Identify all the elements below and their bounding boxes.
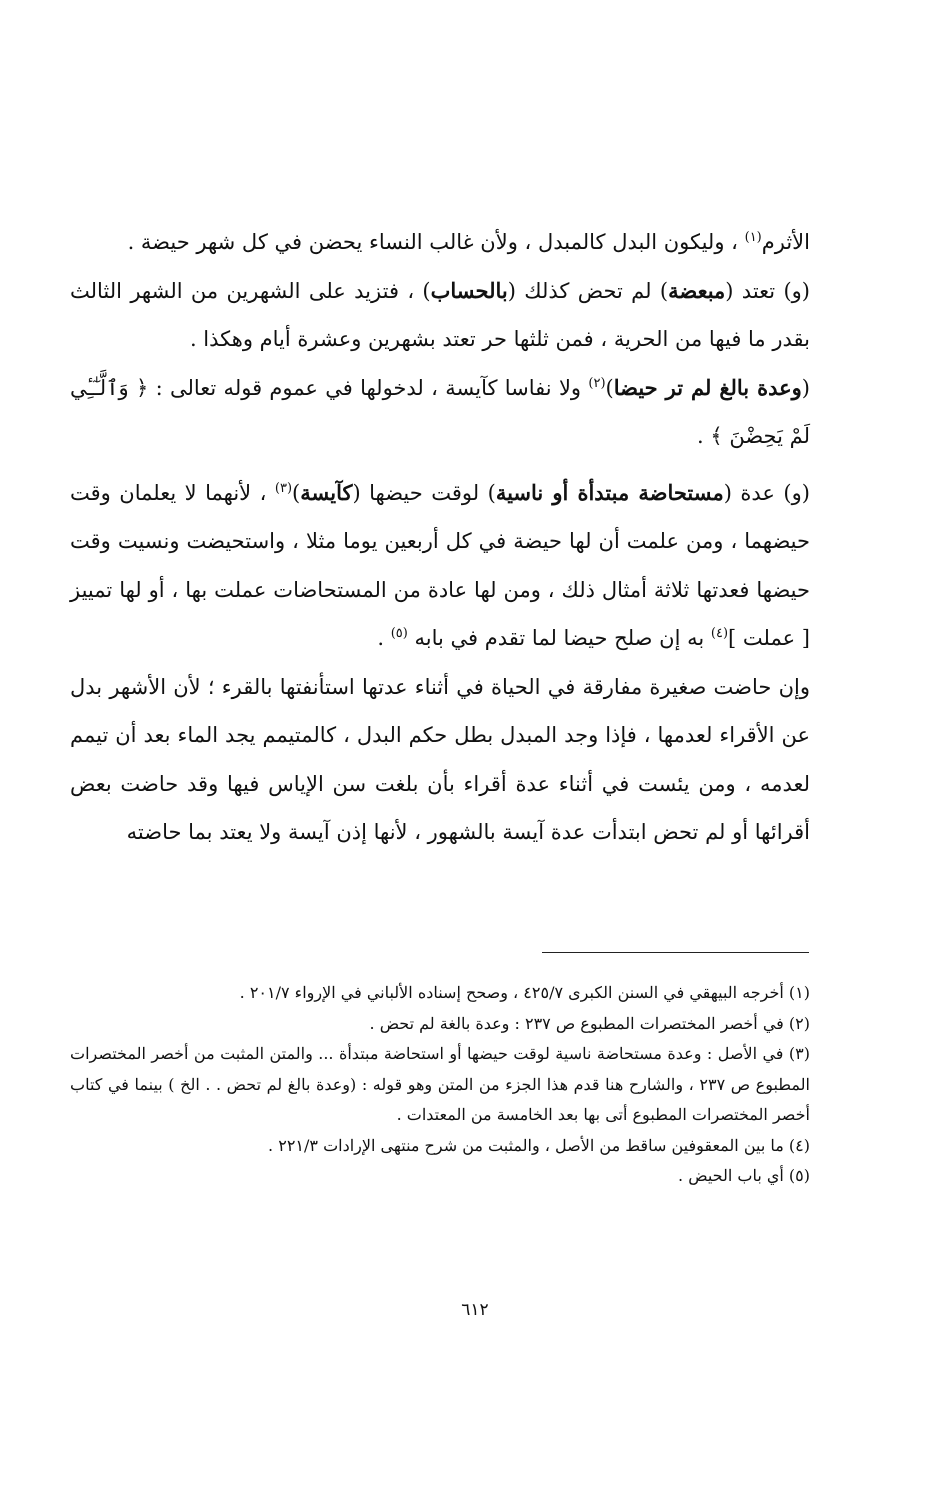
text-run: (و) عدة ( (723, 480, 810, 505)
text-run: ، لأنهما لا يعلمان وقت حيضهما ، ومن علمت أن لها حيضة في كل أربعين يوما مثلا ، واستحيضت ونسيت وقت حيضها فعدتها ثلاثة أمثال ذلك ، ومن لها عادة من المستحاضات عملت بها ، أو لها تمييز [ عملت ] (70, 480, 810, 650)
matn-term: مستحاضة مبتدأة أو ناسية (495, 479, 724, 505)
footnote-ref-5[interactable]: (٥) (390, 626, 408, 641)
text-run: (و) تعتد ( (725, 278, 810, 303)
footnote-ref-1[interactable]: (١) (744, 230, 762, 245)
footnote-1: (١) أخرجه البيهقي في السنن الكبرى ٤٢٥/٧ ، وصحح إسناده الألباني في الإرواء ٢٠١/٧ . (239, 983, 810, 1002)
text-run: ) لم تحض كذلك ( (507, 278, 669, 303)
text-run: ( (801, 375, 810, 400)
main-text (70, 218, 810, 857)
paragraph-1 (70, 218, 810, 267)
footnote-3: (٣) في الأصل : وعدة مستحاضة ناسية لوقت حيضها أو استحاضة مبتدأة ... والمتن المثبت من أخصر المختصرات المطبوع ص ٢٣٧ ، والشارح هنا قدم هذا الجزء من المتن وهو قوله : (وعدة بالغ لم تحض . . الخ ) بينما في كتاب أخصر المختصرات المطبوع أتى بها بعد الخامسة من المعتدات . (70, 1044, 811, 1124)
text-run: ولا نفاسا كآيسة ، لدخولها في عموم قوله تعالى : ﴿ وَٱلَّـٰٓـِٔي لَمْ يَحِضْنَ ﴾ . (70, 375, 810, 448)
footnote-5: (٥) أي باب الحيض . (678, 1166, 810, 1185)
paragraph-2 (70, 267, 810, 364)
matn-term: مبعضة (668, 277, 726, 303)
matn-term: كآيسة (300, 479, 353, 505)
footnote-ref-4[interactable]: (٤) (710, 626, 729, 641)
text-run: ) ، فتزيد على الشهرين من الشهر الثالث بقدر ما فيها من الحرية ، فمن ثلثها حر تعتد بشهرين وعشرة أيام وهكذا . (70, 278, 810, 351)
text-run: ، وليكون البدل كالمبدل ، ولأن غالب النساء يحضن في كل شهر حيضة . (127, 230, 745, 254)
text-run: ) (605, 375, 614, 400)
paragraph-5: وإن حاضت صغيرة مفارقة في الحياة في أثناء عدتها استأنفتها بالقرء ؛ لأن الأشهر بدل عن الأقراء لعدمها ، فإذا وجد المبدل بطل حكم البدل ، كالمتيمم يجد الماء بعد أن تيمم لعدمه ، ومن يئست في أثناء عدة أقراء بأن بلغت سن الإياس فيها وقد حاضت بعض أقرائها أو لم تحض ابتدأت عدة آيسة بالشهور ، لأنها إذن آيسة ولا يعتد بما حاضته (70, 674, 810, 844)
footnote-2: (٢) في أخصر المختصرات المطبوع ص ٢٣٧ : وعدة بالغة لم تحض . (369, 1013, 810, 1033)
footnote-ref-3[interactable]: (٣) (274, 480, 293, 496)
text-run: . (377, 626, 391, 650)
text-run: به إن صلح حيضا لما تقدم في بابه (407, 626, 711, 650)
text-run: الأثرم (761, 230, 810, 254)
text-run: ) (292, 480, 301, 505)
footnote-separator (542, 952, 809, 953)
matn-term: بالحساب (430, 277, 508, 303)
paragraph-3 (70, 364, 810, 461)
matn-term: وعدة بالغ لم تر حيضا (613, 374, 802, 400)
footnote-ref-2[interactable]: (٢) (588, 375, 606, 391)
page-number: ٦١٢ (461, 1300, 489, 1320)
footnote-4: (٤) ما بين المعقوفين ساقط من الأصل ، والمثبت من شرح منتهى الإرادات ٢٢١/٣ . (268, 1135, 810, 1155)
text-run: ) لوقت حيضها ( (352, 480, 496, 505)
footnotes (70, 978, 810, 1192)
paragraph-4 (70, 469, 810, 663)
